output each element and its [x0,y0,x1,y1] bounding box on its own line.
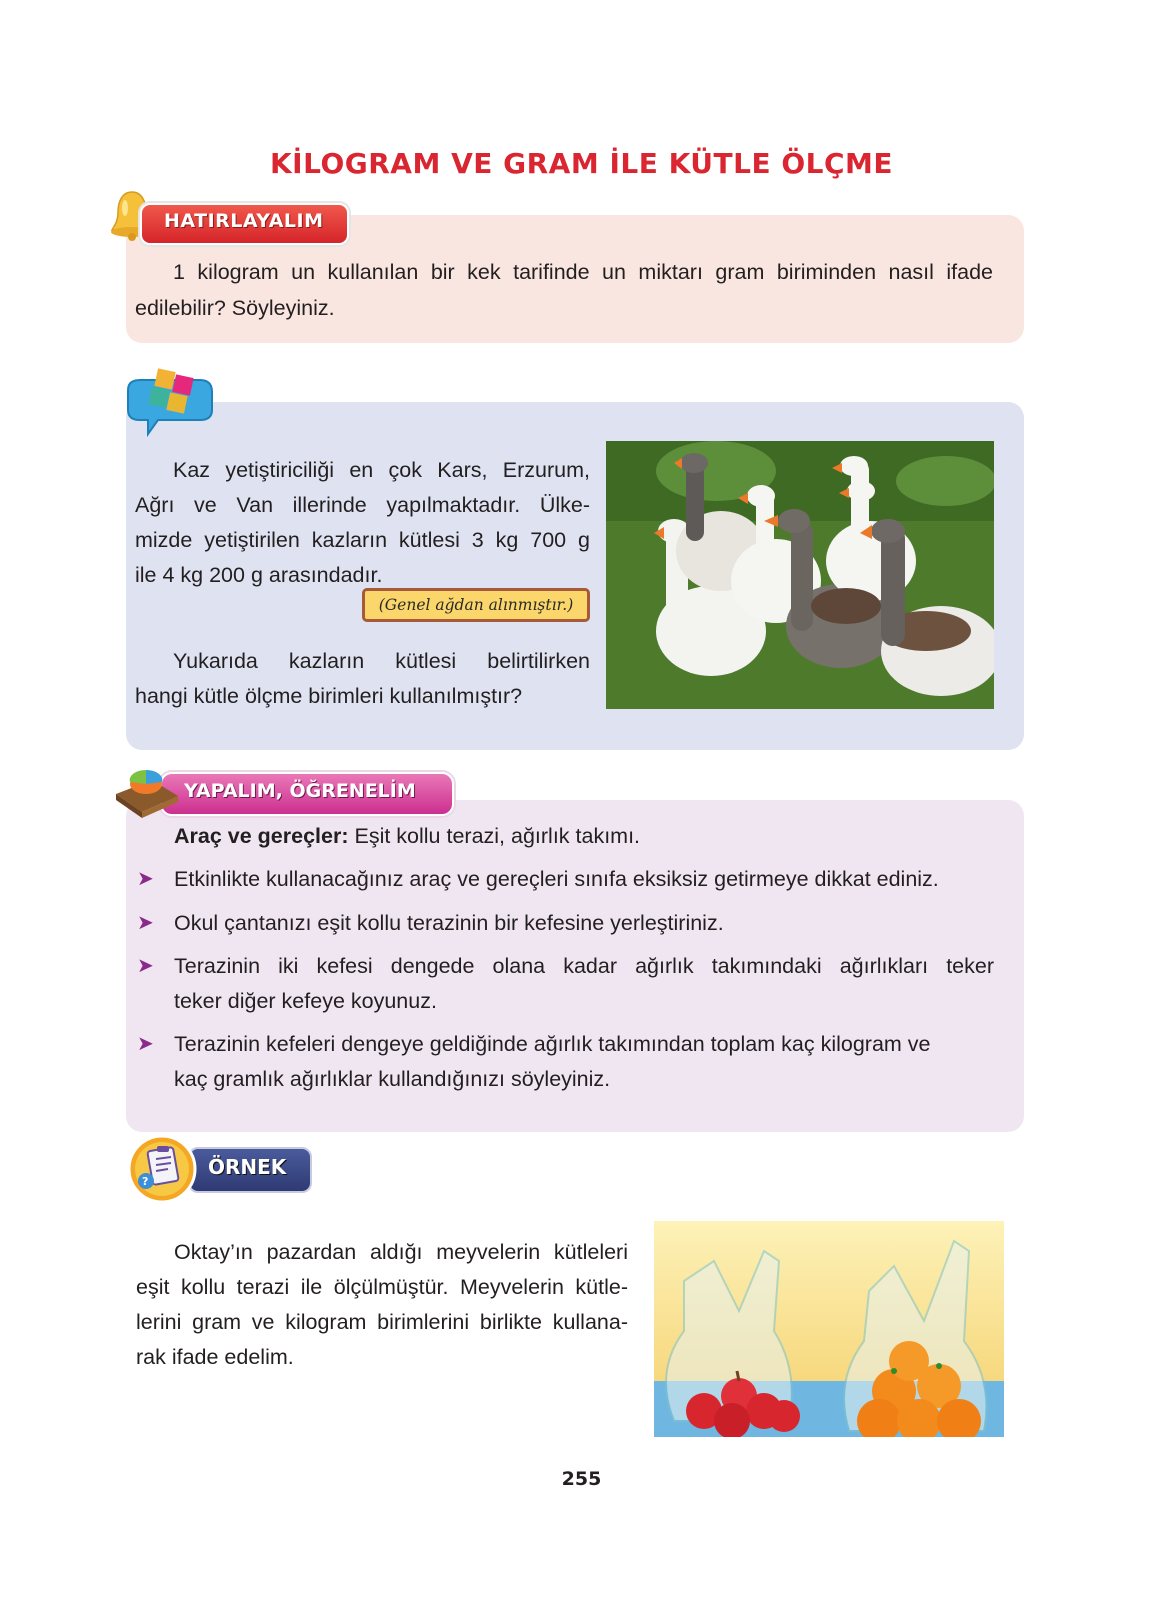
page-title: KİLOGRAM VE GRAM İLE KÜTLE ÖLÇME [269,147,894,180]
bullet-arrow-icon: ➤ [137,955,154,977]
activity-banner-label: YAPALIM, ÖĞRENELİM [184,780,416,802]
reminder-text-line1: 1 kilogram un kullanılan bir kek tarifinde un miktarı gram biriminden nasıl ifade [173,260,993,284]
activity-step-3-line2: teker diğer kefeye koyunuz. [174,989,437,1013]
info-question-line1: Yukarıda kazların kütlesi belirtilirken [173,649,590,673]
reminder-text-line2: edilebilir? Söyleyiniz. [135,296,335,320]
geese-illustration [606,441,994,709]
example-banner [188,1147,312,1193]
activity-step-3-line1: Terazinin iki kefesi dengede olana kadar ağırlık takımındaki ağırlıkları teker [174,954,994,978]
svg-text:?: ? [142,1175,149,1188]
bullet-arrow-icon: ➤ [137,912,154,934]
activity-step-4-line2: kaç gramlık ağırlıklar kullandığınızı söyleyiniz. [174,1067,611,1091]
example-text-line4: rak ifade edelim. [136,1345,294,1369]
page-number: 255 [561,1468,602,1490]
bullet-arrow-icon: ➤ [137,1033,154,1055]
materials-line [174,818,994,854]
book-chart-icon [112,758,182,820]
example-text-line3: lerini gram ve kilogram birimlerini birlikte kullana- [136,1310,628,1334]
activity-step-1: Etkinlikte kullanacağınız araç ve gereçleri sınıfa eksiksiz getirmeye dikkat ediniz. [174,867,939,891]
activity-step-4-line1: Terazinin kefeleri dengeye geldiğinde ağırlık takımından toplam kaç kilogram ve [174,1032,931,1056]
fruit-bags-image [654,1221,1004,1437]
reminder-banner-label: HATIRLAYALIM [164,210,324,232]
activity-banner [160,772,454,816]
puzzle-speech-bubble-icon [118,368,218,440]
reminder-banner [140,203,349,245]
source-note: (Genel ağdan alınmıştır.) [362,588,590,622]
example-text-line2: eşit kollu terazi ile ölçülmüştür. Meyvelerin kütle- [136,1275,628,1299]
clipboard-question-icon [126,1133,198,1205]
geese-photo [606,441,994,709]
info-paragraph-line1: Kaz yetiştiriciliği en çok Kars, Erzurum, [173,458,590,482]
activity-step-2: Okul çantanızı eşit kollu terazinin bir kefesine yerleştiriniz. [174,911,724,935]
info-paragraph-line2: Ağrı ve Van illerinde yapılmaktadır. Ülke- [135,493,590,517]
example-banner-label: ÖRNEK [208,1155,287,1179]
fruit-bags-illustration [654,1221,1004,1437]
materials-value: Eşit kollu terazi, ağırlık takımı. [348,824,641,848]
info-paragraph-line3: mizde yetiştirilen kazların kütlesi 3 kg 700 g [135,528,590,552]
materials-label: Araç ve gereçler: [174,824,349,848]
info-question-line2: hangi kütle ölçme birimleri kullanılmıştır? [135,684,523,708]
example-text-line1: Oktay’ın pazardan aldığı meyvelerin kütleleri [174,1240,628,1264]
info-paragraph-line4: ile 4 kg 200 g arasındadır. [135,563,383,587]
bullet-arrow-icon: ➤ [137,868,154,890]
